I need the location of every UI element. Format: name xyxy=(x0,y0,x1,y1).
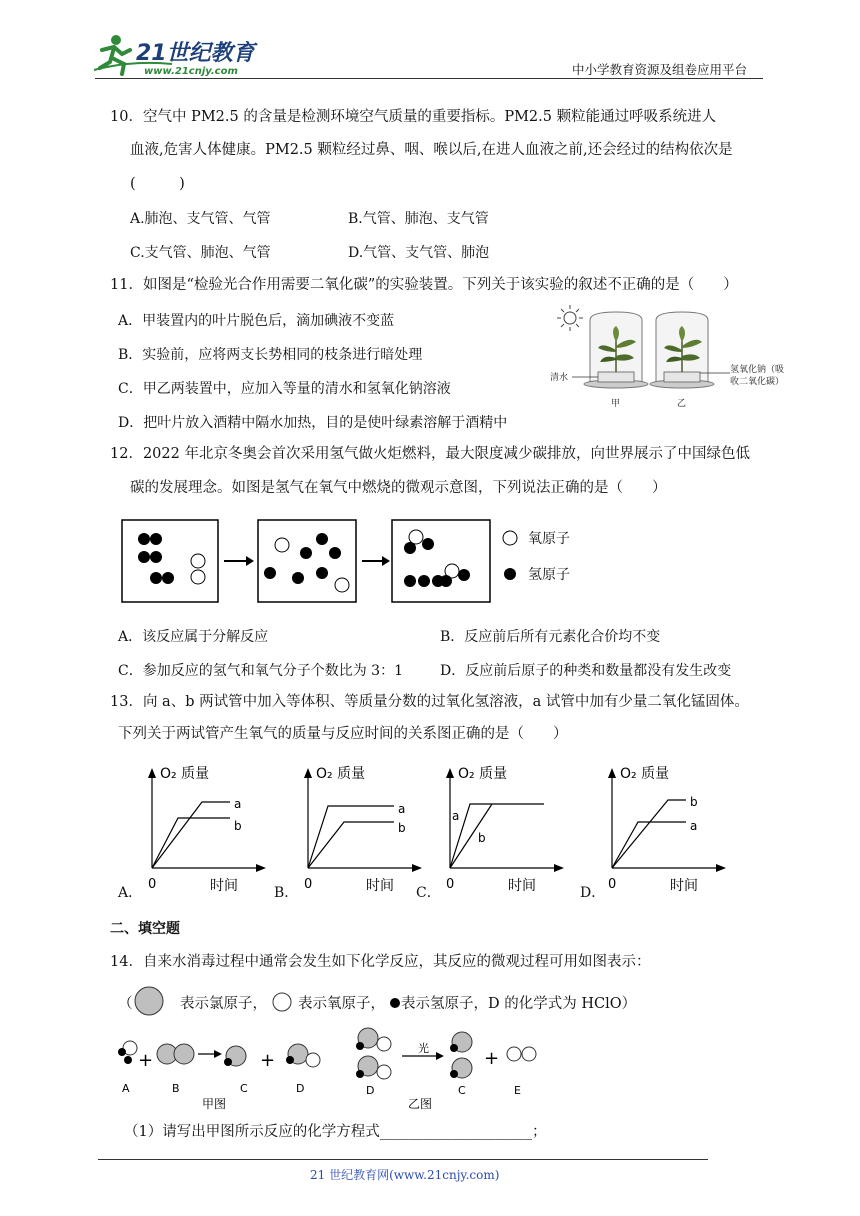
caption-yi: 乙图 xyxy=(408,1097,433,1110)
fig-label-c: C xyxy=(240,1082,248,1095)
graph-a-bottom-label: b xyxy=(234,819,242,833)
q14-stem: 14．自来水消毒过程中通常会发生如下化学反应，其反应的微观过程可用如图表示： xyxy=(110,954,651,970)
legend-o-text: 表示氧原子， xyxy=(298,996,385,1012)
q14-legend xyxy=(118,986,718,1016)
q10-line1: 10．空气中 PM2.5 的含量是检测环境空气质量的重要指标。PM2.5 颗粒能通过呼吸系统进人 xyxy=(110,109,717,125)
graph-c-ylabel: O₂ 质量 xyxy=(458,766,508,782)
q12-option-d: D．反应前后原子的种类和数量都没有发生改变 xyxy=(440,663,732,679)
svg-text:+: + xyxy=(260,1050,276,1071)
graph-c-bottom-label: b xyxy=(478,831,486,845)
q12-option-c: C．参加反应的氢气和氧气分子个数比为 3：1 xyxy=(118,663,403,679)
graph-a-origin: 0 xyxy=(148,877,157,892)
legend-oxygen-atom xyxy=(503,531,517,545)
hydrogen-atom-icon xyxy=(388,996,402,1010)
graph-d-top-label: b xyxy=(690,795,698,809)
q11-option-a: A．甲装置内的叶片脱色后，滴加碘液不变蓝 xyxy=(118,313,395,329)
arrow-1 xyxy=(224,556,254,566)
label-jia: 甲 xyxy=(611,399,621,409)
q11-option-d: D．把叶片放入酒精中隔水加热，目的是使叶绿素溶解于酒精中 xyxy=(118,415,508,431)
fig-label-b: B xyxy=(172,1082,180,1095)
legend-hydrogen-label: 氢原子 xyxy=(528,567,570,583)
graph-b-bottom-label: b xyxy=(398,821,406,835)
graph-b-xlabel: 时间 xyxy=(366,878,394,894)
fig-label-d: D xyxy=(296,1082,305,1095)
fig-label-a: A xyxy=(122,1082,130,1095)
chlorine-atom-icon xyxy=(132,986,168,1018)
molecule-c-pair xyxy=(450,1032,472,1078)
footer-divider xyxy=(98,1159,708,1160)
legend-oxygen-label: 氧原子 xyxy=(528,531,570,547)
header-right-text: 中小学教育资源及组卷应用平台 xyxy=(572,62,748,77)
graph-c xyxy=(436,758,566,898)
graph-c-origin: 0 xyxy=(446,877,455,892)
logo-url-text: www.21cnjy.com xyxy=(144,66,238,77)
graph-a-ylabel: O₂ 质量 xyxy=(160,766,210,782)
q11-option-c: C．甲乙两装置中，应加入等量的清水和氢氧化钠溶液 xyxy=(118,381,451,397)
label-water: 清水 xyxy=(550,373,569,383)
molecule-c xyxy=(224,1046,246,1066)
caption-jia: 甲图 xyxy=(202,1097,227,1110)
q12-line2: 碳的发展理念。如图是氢气在氧气中燃烧的微观示意图，下列说法正确的是（ ） xyxy=(130,480,667,496)
label-naoh-2: 收二氧化碳） xyxy=(730,377,785,387)
svg-text:+: + xyxy=(138,1050,154,1071)
box-after xyxy=(392,520,490,602)
svg-text:+: + xyxy=(484,1048,500,1069)
legend-cl-text: 表示氯原子， xyxy=(180,996,267,1012)
q12-option-b: B．反应前后所有元素化合价均不变 xyxy=(440,629,661,645)
q11-stem: 11．如图是“检验光合作用需要二氧化碳”的实验装置。下列关于该实验的叙述不正确的是（ ） xyxy=(110,277,738,293)
label-naoh-1: 氢氧化钠（吸 xyxy=(730,365,785,375)
box-before xyxy=(122,520,218,602)
graph-b-origin: 0 xyxy=(304,877,313,892)
q13-line1: 13．向 a、b 两试管中加入等体积、等质量分数的过氧化氢溶液，a 试管中加有少量二氧化锰固体。 xyxy=(110,694,749,710)
jar-yi xyxy=(650,312,714,388)
graph-d-bottom-label: a xyxy=(690,819,698,833)
molecule-e xyxy=(507,1047,536,1061)
logo xyxy=(92,30,268,80)
q10-option-a: A.肺泡、支气管、气管 xyxy=(130,211,271,227)
q12-reaction-diagram xyxy=(120,515,600,607)
q10-option-d: D.气管、支气管、肺泡 xyxy=(348,245,490,261)
reaction-arrow-jia xyxy=(198,1050,222,1058)
q13-line2: 下列关于两试管产生氧气的质量与反应时间的关系图正确的是（ ） xyxy=(118,726,568,742)
q12-option-a: A．该反应属于分解反应 xyxy=(118,629,269,645)
footer-text[interactable]: 21 世纪教育网(www.21cnjy.com) xyxy=(310,1168,500,1182)
graph-d-origin: 0 xyxy=(608,877,617,892)
graph-d-xlabel: 时间 xyxy=(670,878,698,894)
graph-d-ylabel: O₂ 质量 xyxy=(620,766,670,782)
molecule-d-pair xyxy=(356,1028,391,1079)
header-divider xyxy=(95,78,763,79)
graph-c-option: C． xyxy=(416,885,441,901)
fig-label-d2: D xyxy=(366,1084,375,1097)
legend-hydrogen-atom xyxy=(504,568,516,580)
q11-option-b: B．实验前，应将两支长势相同的枝条进行暗处理 xyxy=(118,347,423,363)
arrow-2 xyxy=(362,556,390,566)
q10-blank: ( ) xyxy=(130,176,185,192)
q10-option-b: B.气管、肺泡、支气管 xyxy=(348,211,489,227)
legend-open-paren: （ xyxy=(118,996,133,1012)
q11-apparatus-figure xyxy=(548,300,788,412)
q10-option-c: C.支气管、肺泡、气管 xyxy=(130,245,271,261)
label-yi: 乙 xyxy=(677,399,687,409)
q14-sub1: （1）请写出甲图所示反应的化学方程式_____________________； xyxy=(124,1124,547,1140)
graph-c-xlabel: 时间 xyxy=(508,878,536,894)
section-2-title: 二、填空题 xyxy=(110,921,180,937)
q10-line2: 血液,危害人体健康。PM2.5 颗粒经过鼻、咽、喉以后,在进人血液之前,还会经过的结构依次是 xyxy=(130,142,733,158)
q14-reaction-figure xyxy=(112,1026,552,1110)
fig-label-c2: C xyxy=(458,1084,466,1097)
graph-d-option: D． xyxy=(580,885,606,901)
molecule-a xyxy=(118,1041,137,1064)
box-middle xyxy=(258,520,356,602)
logo-main-text: 21世纪教育 xyxy=(136,41,255,66)
graph-a-top-label: a xyxy=(234,797,242,811)
graph-d xyxy=(598,758,728,898)
molecule-b xyxy=(157,1044,194,1064)
light-label: 光 xyxy=(418,1042,429,1055)
fig-label-e: E xyxy=(514,1084,521,1097)
graph-b-ylabel: O₂ 质量 xyxy=(316,766,366,782)
graph-b xyxy=(294,758,424,898)
graph-a-xlabel: 时间 xyxy=(210,878,238,894)
graph-c-top-label: a xyxy=(452,809,460,823)
molecule-d xyxy=(286,1044,320,1067)
graph-a xyxy=(138,758,268,898)
graph-b-option: B． xyxy=(274,885,299,901)
graph-b-top-label: a xyxy=(398,802,406,816)
oxygen-atom-icon xyxy=(270,990,296,1014)
graph-a-option: A． xyxy=(118,885,143,901)
legend-h-text: 表示氢原子，D 的化学式为 HClO） xyxy=(401,996,637,1012)
q12-line1: 12．2022 年北京冬奥会首次采用氢气做火炬燃料，最大限度减少碳排放，向世界展示了中国绿色低 xyxy=(110,446,750,462)
sun-icon xyxy=(557,305,583,331)
